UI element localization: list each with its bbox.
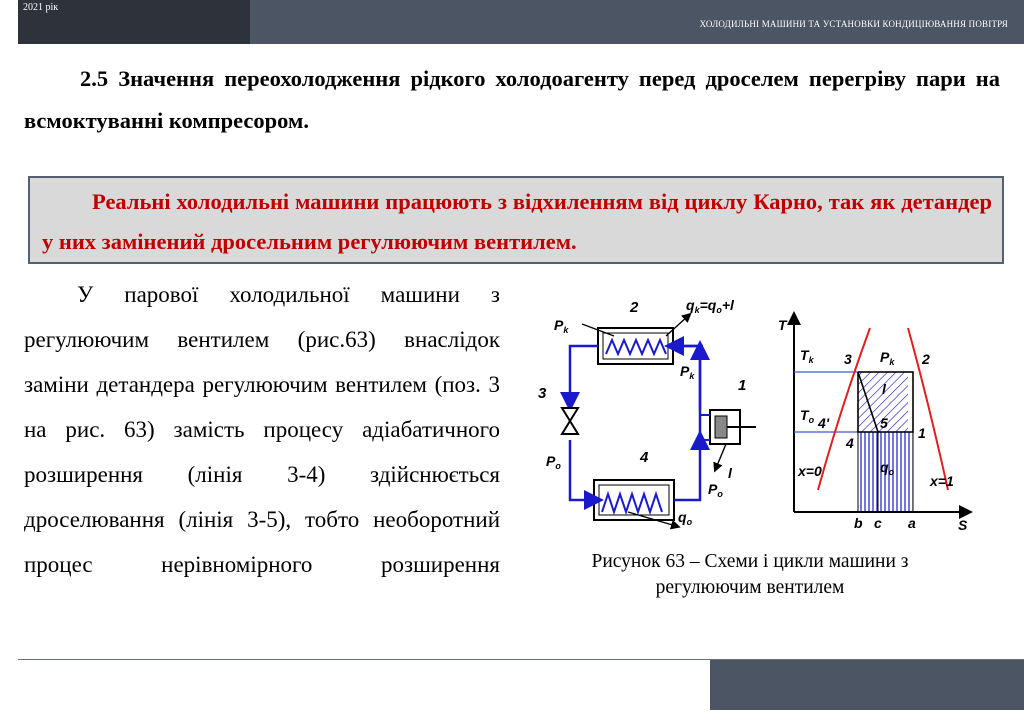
s-axis-label: S xyxy=(958,517,968,533)
callout-box xyxy=(28,176,1004,264)
work-label-ts: l xyxy=(882,381,886,397)
label-1: 1 xyxy=(738,377,747,394)
po-label-left: $P_o$ xyxy=(546,453,561,471)
x1-label: x=1 xyxy=(930,473,954,489)
course-title: ХОЛОДИЛЬНІ МАШИНИ ТА УСТАНОВКИ КОНДИЦІЮВАННЯ ПОВІТРЯ xyxy=(699,19,1008,29)
s-point-a: a xyxy=(908,515,916,531)
t-axis-label: T xyxy=(778,317,787,333)
section-title: 2.5 Значення переохолодження рідкого холодоагенту перед дроселем перегріву пари на всмоктуванні компресором. xyxy=(24,66,1000,133)
point-4-prime: 4' xyxy=(818,415,830,431)
tk-label: $T_k$ xyxy=(800,347,814,365)
pk-label-right: $P_k$ xyxy=(680,363,695,381)
header-bar xyxy=(250,0,1024,44)
po-label-right: $P_o$ xyxy=(708,481,723,499)
point-3: 3 xyxy=(844,351,852,367)
point-1: 1 xyxy=(918,425,926,441)
callout-text: Реальні холодильні машини працюють з відхиленням від циклу Карно, так як детандер у них замінений дросельним регулюючим вентилем. xyxy=(42,189,992,254)
figure-63 xyxy=(528,290,988,540)
refrigeration-schematic xyxy=(538,297,756,527)
pk-isobar-label: $P_k$ xyxy=(880,349,895,367)
qk-formula: $q_k=q_o+l$ xyxy=(686,297,734,315)
qo-label: $q_o$ xyxy=(678,509,693,527)
label-3: 3 xyxy=(538,385,547,402)
to-label: $T_o$ xyxy=(800,407,815,425)
qo-label-ts: $q_o$ xyxy=(880,459,895,477)
work-label: l xyxy=(728,465,732,481)
ts-diagram xyxy=(778,317,968,533)
pk-label-left: $P_k$ xyxy=(554,317,569,335)
caption-line-2: регулюючим вентилем xyxy=(655,577,845,598)
figure-63-diagrams xyxy=(528,290,988,540)
point-4: 4 xyxy=(846,435,854,451)
body-paragraph: У парової холодильної машини з регулюючим вентилем (рис.63) внаслідок заміни детандера регулюючим вентилем (поз. 3 на рис. 63) замість процесу адіабатичного розширення (лінія 3-4) здійснюється дроселювання (лінія 3-5), тобто необоротний процес нерівномірного розширення xyxy=(24,282,500,577)
point-5: 5 xyxy=(880,415,888,431)
s-point-c: c xyxy=(874,515,882,531)
label-4: 4 xyxy=(640,449,649,466)
figure-caption xyxy=(530,549,970,601)
year-label: 2021 рік xyxy=(23,2,59,13)
footer-box xyxy=(710,660,1024,710)
year-box xyxy=(18,0,250,44)
point-2: 2 xyxy=(922,351,930,367)
s-point-b: b xyxy=(854,515,863,531)
x0-label: x=0 xyxy=(798,463,822,479)
caption-line-1: Рисунок 63 – Схеми і цикли машини з xyxy=(591,551,909,572)
expansion-valve xyxy=(562,408,578,434)
label-2: 2 xyxy=(630,299,639,316)
